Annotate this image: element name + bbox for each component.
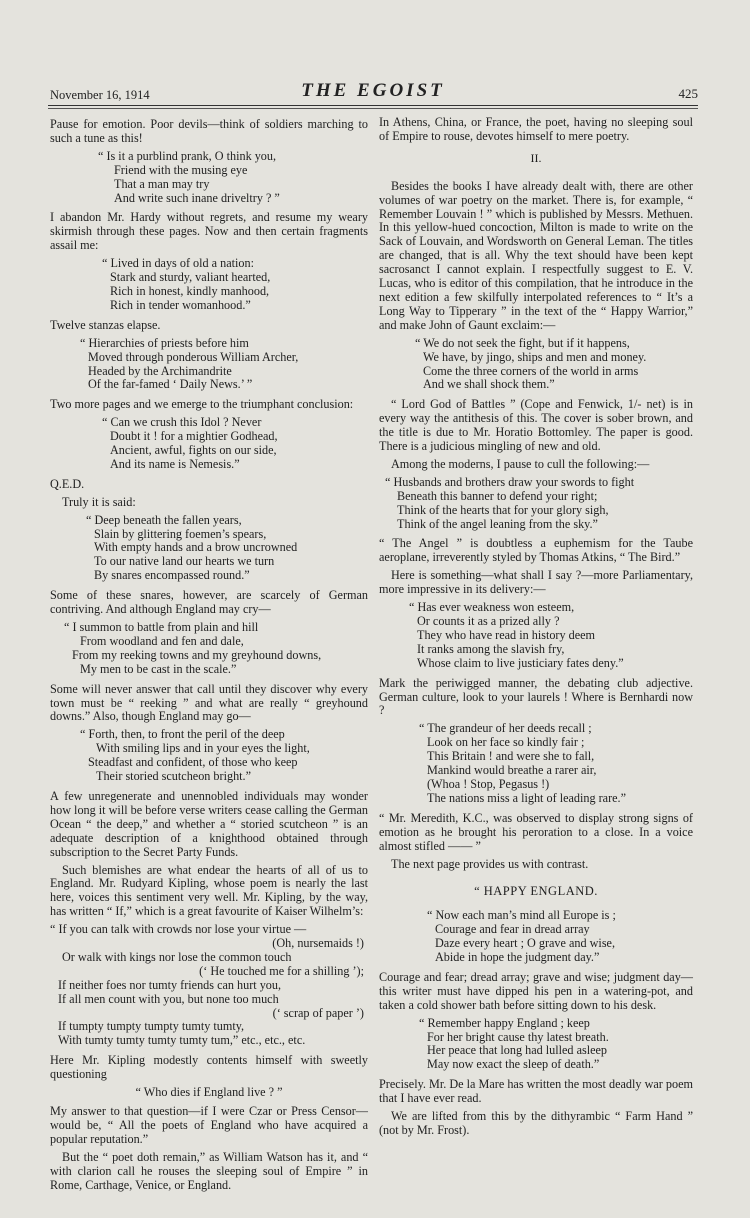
verse-line: (‘ scrap of paper ’)	[272, 1005, 364, 1020]
page-number: 425	[678, 86, 698, 101]
verse-line: Daze every heart ; O grave and wise,	[435, 936, 616, 951]
paragraph: Such blemishes are what endear the hearts of all of us to England. Mr. Rudyard Kipling, whose poem is nearly the last here, voices this sentiment very well. Mr. Kipling, by the way, has written “ If,” which is a great favourite of Kaiser Wilhelm’s:	[50, 862, 368, 919]
verse-line: (‘ He touched me for a shilling ’);	[199, 963, 364, 978]
verse-line: Courage and fear in dread array	[435, 922, 590, 937]
paragraph: But the “ poet doth remain,” as William Watson has it, and “ with clarion call he rouses the sleeping soul of Empire ” in Rome, Carthage, Venice, or England.	[50, 1149, 368, 1192]
paragraph: The next page provides us with contrast.	[391, 856, 589, 871]
verse-quote	[379, 1017, 693, 1073]
verse-line: “ If you can talk with crowds nor lose your virtue —	[50, 922, 307, 937]
verse-line: “ Lived in days of old a nation:	[102, 256, 254, 271]
paragraph: “ Mr. Meredith, K.C., was observed to display strong signs of emotion as he brought his peroration to a close. In a voice almost stifled —— ”	[379, 810, 693, 853]
verse-line: “ I summon to battle from plain and hill	[64, 620, 259, 634]
verse-line: “ Remember happy England ; keep	[419, 1015, 590, 1030]
verse-quote	[50, 416, 368, 472]
verse-quote	[50, 257, 368, 313]
verse-line: Stark and sturdy, valiant hearted,	[110, 270, 271, 285]
verse-line: By snares encompassed round.”	[94, 568, 250, 583]
verse-line: If tumpty tumpty tumpty tumty tumty,	[58, 1019, 245, 1034]
verse-line: With smiling lips and in your eyes the light,	[96, 741, 310, 756]
masthead-title: THE EGOIST	[301, 80, 445, 101]
verse-quote	[379, 601, 693, 671]
paragraph: Among the moderns, I pause to cull the following:—	[391, 456, 650, 471]
verse-line: (Oh, nursemaids !)	[272, 936, 364, 951]
verse-line: Think of the hearts that for your glory sigh,	[397, 502, 609, 517]
verse-line: “ Has ever weakness won esteem,	[409, 600, 575, 615]
verse-line: Headed by the Archimandrite	[88, 363, 232, 378]
header-rule-thin	[48, 108, 698, 109]
paragraph: Two more pages and we emerge to the triumphant conclusion:	[50, 397, 354, 412]
verse-line: “ Hierarchies of priests before him	[80, 335, 249, 350]
verse-line: Rich in honest, kindly manhood,	[110, 283, 270, 298]
paragraph: Mark the periwigged manner, the debating club adjective. German culture, look to your laurels ! Where is Bernhardi now ?	[379, 675, 693, 718]
verse-line: We have, by jingo, ships and men and money.	[423, 349, 647, 364]
quoted-line: “ Who dies if England live ? ”	[135, 1085, 283, 1100]
verse-quote	[50, 514, 368, 584]
verse-line: “ Deep beneath the fallen years,	[86, 512, 242, 527]
verse-line: Mankind would breathe a rarer air,	[427, 763, 597, 778]
paragraph: Here Mr. Kipling modestly contents himself with sweetly questioning	[50, 1053, 368, 1082]
verse-line: And its name is Nemesis.”	[110, 456, 240, 471]
verse-line: This Britain ! and were she to fall,	[427, 749, 595, 764]
verse-line: Slain by glittering foemen’s spears,	[94, 526, 267, 541]
paragraph: I abandon Mr. Hardy without regrets, and resume my weary skirmish through these pages. Now and then certain fragments assail me:	[50, 210, 368, 253]
section-heading: II.	[530, 150, 542, 165]
paragraph: Truly it is said:	[62, 494, 136, 509]
paragraph: Courage and fear; dread array; grave and wise; judgment day—this writer must have dipped his pen in a watering-pot, and taken a cold shower bath before sitting down to his desk.	[379, 969, 693, 1012]
poem-title: “ HAPPY ENGLAND.	[474, 884, 598, 899]
verse-line: “ Now each man’s mind all Europe is ;	[427, 908, 616, 923]
verse-quote	[379, 909, 693, 965]
verse-line: For her bright cause thy latest breath.	[427, 1029, 609, 1044]
verse-line: That a man may try	[114, 176, 210, 191]
verse-line: Whose claim to live justiciary fates deny.”	[417, 655, 624, 670]
verse-line: (Whoa ! Stop, Pegasus !)	[427, 776, 550, 791]
verse-line: Beneath this banner to defend your right;	[397, 488, 598, 503]
verse-line: Her peace that long had lulled asleep	[427, 1043, 608, 1058]
verse-line: Of the far-famed ‘ Daily News.’ ”	[88, 377, 253, 392]
verse-line: May now exact the sleep of death.”	[427, 1057, 600, 1072]
verse-line: The nations miss a light of leading rare.”	[427, 790, 627, 805]
verse-line: Come the three corners of the world in arms	[423, 363, 639, 378]
verse-line: Steadfast and confident, of those who keep	[88, 755, 298, 770]
verse-line: Doubt it ! for a mightier Godhead,	[110, 429, 278, 444]
verse-line: From woodland and fen and dale,	[80, 633, 244, 648]
verse-line: “ We do not seek the fight, but if it happens,	[415, 335, 630, 350]
verse-line: To our native land our hearts we turn	[94, 554, 275, 569]
verse-line: Or counts it as a prized ally ?	[417, 614, 560, 628]
header-rule	[48, 105, 698, 106]
verse-line: They who have read in history deem	[417, 627, 596, 642]
verse-line: My men to be cast in the scale.”	[80, 661, 237, 676]
verse-line: Their storied scutcheon bright.”	[96, 769, 252, 784]
verse-line: With empty hands and a brow uncrowned	[94, 540, 298, 555]
verse-quote	[50, 621, 368, 677]
verse-line: From my reeking towns and my greyhound downs,	[72, 647, 322, 662]
verse-quote	[379, 722, 693, 805]
verse-line: Moved through ponderous William Archer,	[88, 349, 299, 364]
verse-line: If all men count with you, but none too much	[58, 991, 279, 1006]
verse-line: Or walk with kings nor lose the common touch	[62, 949, 292, 964]
verse-quote	[50, 728, 368, 784]
paragraph: Q.E.D.	[50, 476, 85, 491]
page-header	[48, 80, 698, 104]
verse-line: And we shall shock them.”	[423, 377, 555, 392]
paragraph: Precisely. Mr. De la Mare has written the most deadly war poem that I have ever read.	[379, 1077, 693, 1106]
verse-line: Ancient, awful, fights on our side,	[110, 443, 277, 458]
paragraph: Besides the books I have already dealt with, there are other volumes of war poetry on the market. There is, for example, “ Remember Louvain ! ” which is published by Messrs. Methuen. In this yellow-hued concoction, Milton is made to write on the Sack of Louvain, and Wordsworth on General Leman. The titles are changed, that is all. Why the text should have been kept sacrosanct I cannot explain. I respectfully suggest to E. V. Lucas, who is editor of this compilation, that he introduce in the next edition a few skilfully interpolated references to “ It’s a Long Way to Tipperary ” in the text of the “ Happy Warrior,” and make John of Gaunt exclaim:—	[379, 178, 693, 332]
verse-line: Think of the angel leaning from the sky.”	[397, 516, 598, 531]
verse-line: “ The grandeur of her deeds recall ;	[419, 721, 592, 736]
verse-quote	[50, 150, 368, 206]
verse-line: “ Husbands and brothers draw your swords to fight	[385, 474, 635, 489]
verse-line: If neither foes nor tumty friends can hurt you,	[58, 977, 282, 992]
verse-line: Abide in hope the judgment day.”	[435, 950, 600, 965]
paragraph: Here is something—what shall I say ?—more Parliamentary, more impressive in its delivery:—	[379, 568, 693, 597]
paragraph: We are lifted from this by the dithyrambic “ Farm Hand ” (not by Mr. Frost).	[379, 1109, 693, 1137]
verse-quote	[50, 337, 368, 393]
paragraph: Some of these snares, however, are scarcely of German contriving. And although England may cry—	[50, 588, 368, 617]
verse-line: “ Forth, then, to front the peril of the deep	[80, 727, 285, 742]
verse-line: Friend with the musing eye	[114, 162, 248, 177]
paragraph: In Athens, China, or France, the poet, having no sleeping soul of Empire to rouse, devotes himself to mere poetry.	[379, 115, 693, 143]
left-column	[50, 118, 368, 1196]
verse-line: Look on her face so kindly fair ;	[427, 735, 585, 750]
verse-line: “ Can we crush this Idol ? Never	[102, 415, 262, 430]
paragraph: My answer to that question—if I were Czar or Press Censor—would be, “ All the poets of England who have acquired a popular reputation.”	[50, 1104, 368, 1146]
verse-line: And write such inane driveltry ? ”	[114, 190, 280, 205]
verse-quote	[379, 337, 693, 393]
paragraph: “ The Angel ” is doubtless a euphemism for the Taube aeroplane, irreverently styled by Thomas Atkins, “ The Bird.”	[379, 536, 693, 565]
verse-line: With tumty tumty tumty tumty tum,” etc., etc., etc.	[58, 1033, 306, 1048]
verse-quote	[379, 476, 693, 532]
paragraph: Twelve stanzas elapse.	[50, 317, 161, 332]
paragraph: Pause for emotion. Poor devils—think of soldiers marching to such a tune as this!	[50, 117, 368, 145]
paragraph: A few unregenerate and unennobled individuals may wonder how long it will be before verse writers cease calling the German Ocean “ the deep,” and whether a “ storied scutcheon ” is an adequate description of a knighthood obtained through subscription to the Secret Party Funds.	[50, 788, 368, 859]
verse-line: Rich in tender womanhood.”	[110, 297, 251, 312]
verse-line: “ Is it a purblind prank, O think you,	[98, 148, 277, 163]
paragraph: Some will never answer that call until they discover why every town must be “ reeking ” and what are really “ greyhound downs.” Also, though England may go—	[50, 681, 368, 724]
right-column	[379, 116, 693, 1142]
verse-line: It ranks among the slavish fry,	[417, 641, 565, 656]
paragraph: “ Lord God of Battles ” (Cope and Fenwick, 1/- net) is in every way the antithesis of this. The cover is sober brown, and the title is due to Mr. Horatio Bottomley. The paper is good. There is a judicious mingling of new and old.	[379, 397, 693, 454]
issue-date: November 16, 1914	[50, 88, 150, 102]
verse-quote	[50, 923, 368, 1048]
